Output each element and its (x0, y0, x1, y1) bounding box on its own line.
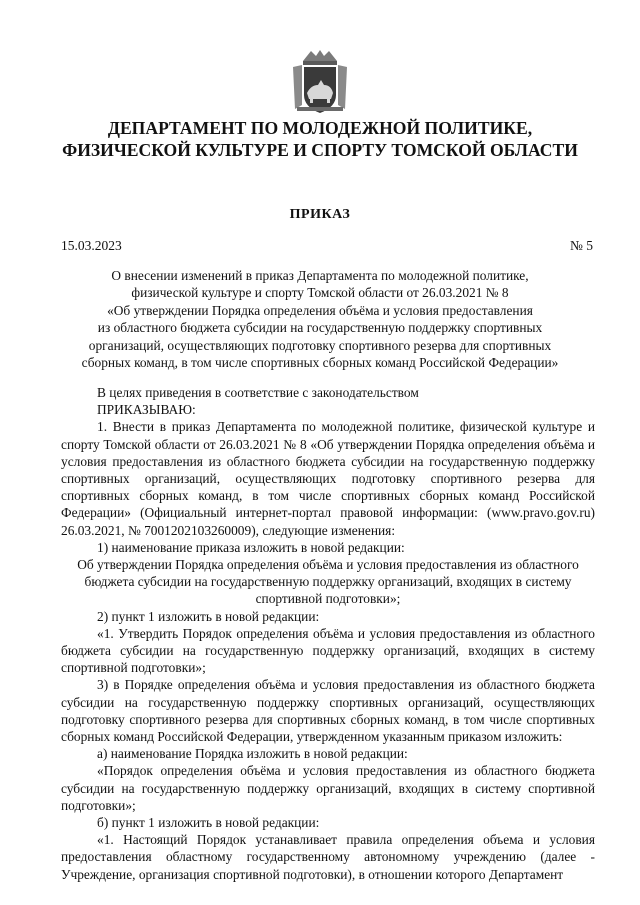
organization-name-line-2: ФИЗИЧЕСКОЙ КУЛЬТУРЕ И СПОРТУ ТОМСКОЙ ОБЛАСТИ (62, 140, 578, 160)
subclause-b: б) пункт 1 изложить в новой редакции: (97, 815, 320, 831)
procedure-title-quote: «Порядок определения объёма и условия предоставления из областного бюджета субсидии на государственную поддержку организаций, входящих в систему спортивной подготовки»; (61, 763, 595, 813)
order-date: 15.03.2023 (61, 238, 122, 253)
coat-of-arms-icon (291, 47, 349, 117)
clause-1: 1. Внести в приказ Департамента по молодежной политике, физической культуре и спорту Томской области от 26.03.2021 № 8 «Об утверждении Порядка определения объёма и условия предоставления из областного бюджета субсидии на государственную поддержку спортивных организаций, осуществляющих подготовку спортивного резерва для спортивных сборных команд, в том числе спортивных сборных команд Российской Федерации» (Официальный интернет-портал правовой информации: (www.pravo.gov.ru) 26.03.2021, № 7001202103260009), следующие изменения: (61, 419, 595, 538)
order-body (61, 384, 595, 883)
subclause-1: 1) наименование приказа изложить в новой редакции: (97, 539, 405, 555)
directive-word: ПРИКАЗЫВАЮ: (97, 402, 196, 418)
procedure-clause-1-quote: «1. Настоящий Порядок устанавливает правила определения объема и условия предоставления областному государственному автономному учреждению (далее - Учреждение, организация спортивной подготовки), в отношении которого Департамент (61, 832, 595, 882)
subclause-3: 3) в Порядке определения объёма и условия предоставления из областного бюджета субсидии на государственную поддержку спортивных организаций, осуществляющих подготовку спортивного резерва для спортивных сборных команд, в том числе спортивных сборных команд Российской Федерации, утвержденном указанным приказом изложить: (61, 677, 595, 745)
subject-line: из областного бюджета субсидии на государственную поддержку спортивных (97, 320, 543, 336)
subclause-a: а) наименование Порядка изложить в новой редакции: (97, 746, 408, 762)
organization-name-line-1: ДЕПАРТАМЕНТ ПО МОЛОДЕЖНОЙ ПОЛИТИКЕ, (107, 118, 533, 138)
subject-line: «Об утверждении Порядка определения объёма и условия предоставления (107, 302, 533, 318)
new-title-quote: Об утверждении Порядка определения объёма и условия предоставления из областного бюджета субсидии на государственную поддержку организаций, входящих в систему спортивной подготовки»; (77, 557, 579, 607)
subject-line: сборных команд, в том числе спортивных сборных команд Российской Федерации» (81, 355, 559, 371)
subject-line: физической культуре и спорту Томской области от 26.03.2021 № 8 (131, 285, 509, 301)
order-subject (70, 267, 570, 371)
order-number: № 5 (569, 238, 593, 253)
subject-line: О внесении изменений в приказ Департамента по молодежной политике, (111, 268, 529, 283)
subject-line: организаций, осуществляющих подготовку спортивного резерва для спортивных (88, 337, 552, 353)
document-type-title: ПРИКАЗ (289, 207, 351, 222)
clause-1-quote: «1. Утвердить Порядок определения объёма и условия предоставления из областного бюджета субсидии на государственную поддержку организаций, входящих в систему спортивной подготовки»; (61, 625, 595, 676)
preamble: В целях приведения в соответствие с законодательством (97, 385, 419, 400)
subclause-2: 2) пункт 1 изложить в новой редакции: (97, 608, 320, 624)
